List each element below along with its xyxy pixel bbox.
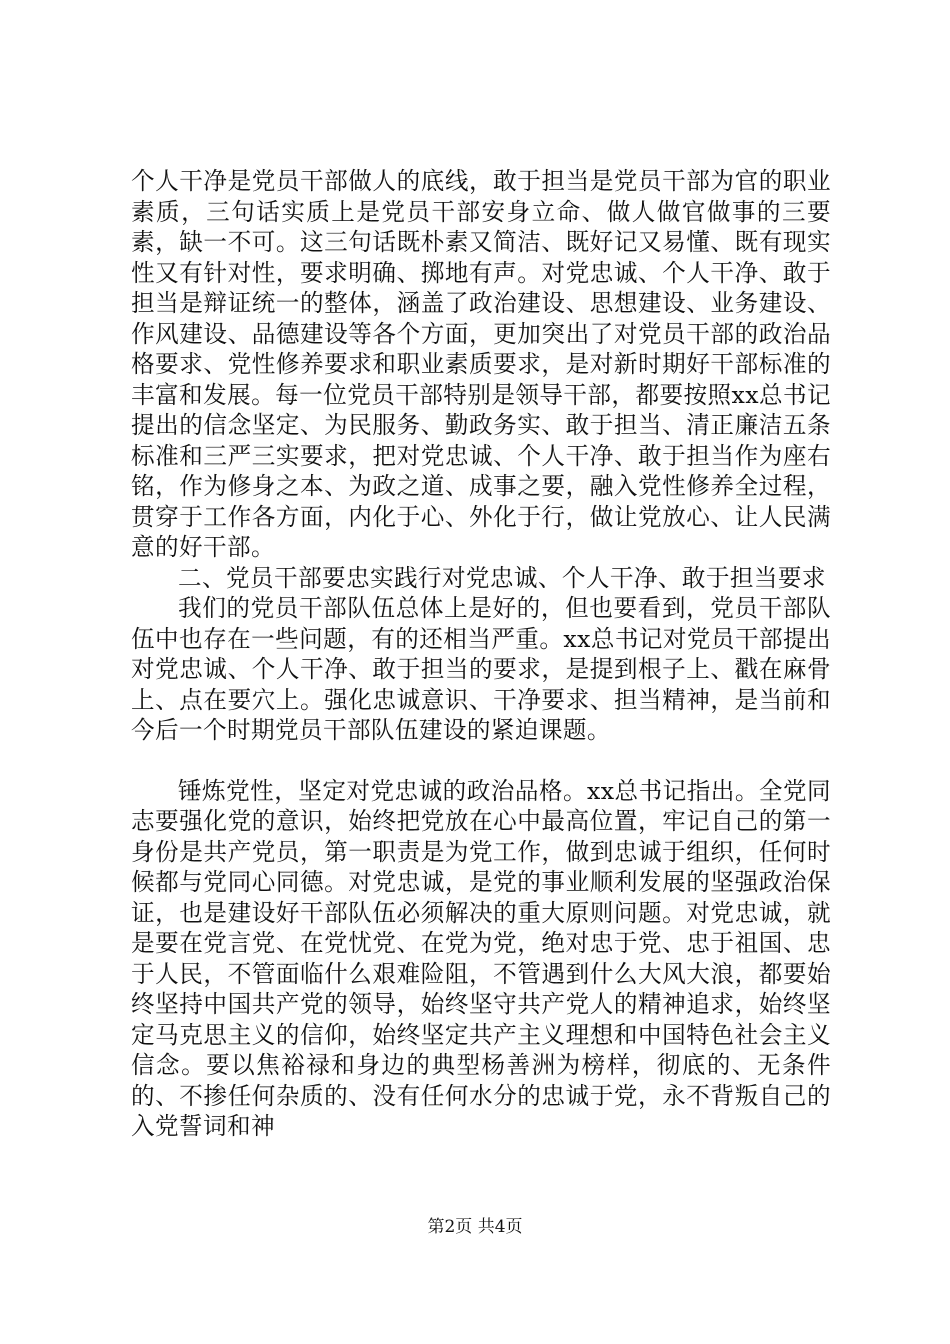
document-body — [131, 166, 831, 1142]
section-heading: 二、党员干部要忠实践行对党忠诚、个人干净、敢于担当要求 — [178, 563, 826, 592]
page-number-footer: 第2页 共4页 — [427, 1217, 523, 1237]
paragraph-team-issues: 我们的党员干部队伍总体上是好的，但也要看到，党员干部队伍中也存在一些问题，有的还相当严重。xx总书记对党员干部提出对党忠诚、个人干净、敢于担当的要求，是提到根子上、戳在麻骨上、点在要穴上。强化忠诚意识、干净要求、担当精神，是当前和今后一个时期党员干部队伍建设的紧迫课题。 — [131, 594, 831, 744]
paragraph-continuation: 个人干净是党员干部做人的底线，敢于担当是党员干部为官的职业素质，三句话实质上是党员干部安身立命、做人做官做事的三要素，缺一不可。这三句话既朴素又简洁、既好记又易懂、既有现实性又有针对性，要求明确、掷地有声。对党忠诚、个人干净、敢于担当是辩证统一的整体，涵盖了政治建设、思想建设、业务建设、作风建设、品德建设等各个方面，更加突出了对党员干部的政治品格要求、党性修养要求和职业素质要求，是对新时期好干部标准的丰富和发展。每一位党员干部特别是领导干部，都要按照xx总书记提出的信念坚定、为民服务、勤政务实、敢于担当、清正廉洁五条标准和三严三实要求，把对党忠诚、个人干净、敢于担当作为座右铭，作为修身之本、为政之道、成事之要，融入党性修养全过程，贯穿于工作各方面，内化于心、外化于行，做让党放心、让人民满意的好干部。 — [131, 167, 831, 561]
paragraph-party-loyalty: 锤炼党性，坚定对党忠诚的政治品格。xx总书记指出。全党同志要强化党的意识，始终把党放在心中最高位置，牢记自己的第一身份是共产党员，第一职责是为党工作，做到忠诚于组织，任何时候都与党同心同德。对党忠诚，是党的事业顺利发展的坚强政治保证，也是建设好干部队伍必须解决的重大原则问题。对党忠诚，就是要在党言党、在党忧党、在党为党，绝对忠于党、忠于祖国、忠于人民，不管面临什么艰难险阻，不管遇到什么大风大浪，都要始终坚持中国共产党的领导，始终坚守共产党人的精神追求，始终坚定马克思主义的信仰，始终坚定共产主义理想和中国特色社会主义信念。要以焦裕禄和身边的典型杨善洲为榜样，彻底的、无条件的、不掺任何杂质的、没有任何水分的忠诚于党，永不背叛自己的入党誓词和神 — [131, 776, 831, 1140]
